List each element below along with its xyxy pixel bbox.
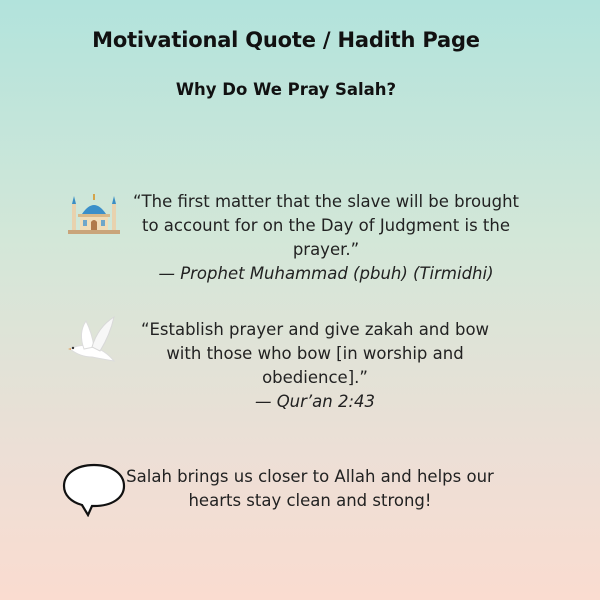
quote-line: “Establish prayer and give zakah and bow: [140, 320, 490, 339]
message-line: hearts stay clean and strong!: [188, 491, 432, 510]
dove-icon: [62, 313, 122, 375]
page-title: Motivational Quote / Hadith Page: [92, 28, 480, 52]
quote-attribution: — Prophet Muhammad (pbuh) (Tirmidhi): [158, 264, 494, 283]
quote-attribution: — Qur’an 2:43: [254, 392, 376, 411]
speech-bubble-icon: [62, 462, 126, 517]
quote-line: with those who bow [in worship and: [166, 344, 464, 363]
message-line: Salah brings us closer to Allah and helps our: [126, 467, 494, 486]
quote-line: prayer.”: [292, 240, 360, 259]
page-subtitle: Why Do We Pray Salah?: [175, 80, 397, 99]
quote-line: “The first matter that the slave will be brought: [132, 192, 519, 211]
quran-quote: [125, 318, 505, 414]
quote-line: to account for on the Day of Judgment is the: [142, 216, 510, 235]
quote-line: obedience].”: [262, 368, 368, 387]
motivational-message: [120, 465, 500, 513]
hadith-quote: [112, 190, 540, 286]
